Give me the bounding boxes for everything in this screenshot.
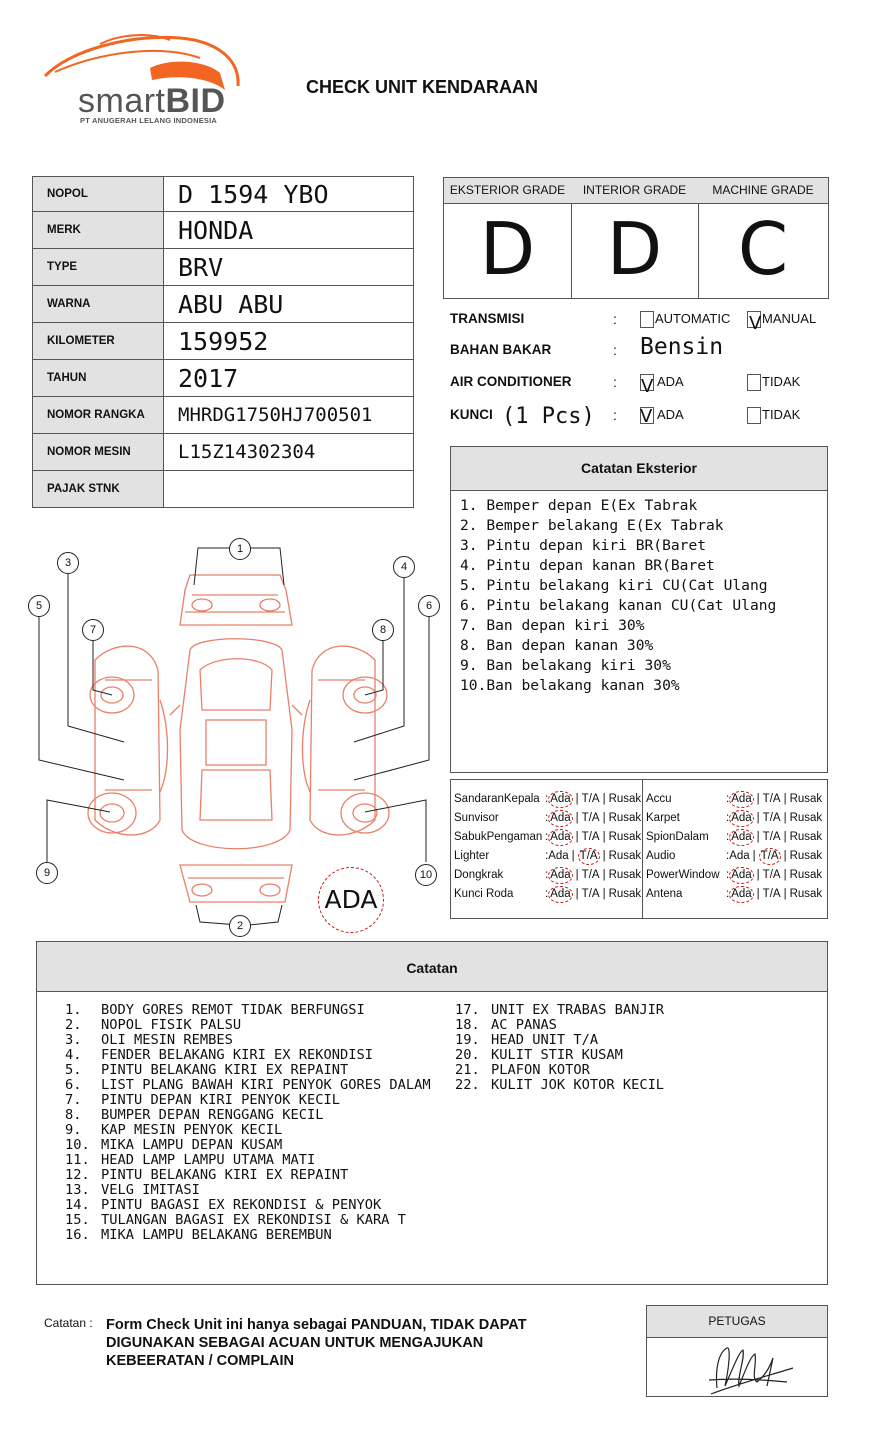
vehicle-field-label: NOMOR RANGKA (33, 397, 164, 434)
accessory-option[interactable]: Ada (729, 867, 753, 884)
bahan-bakar-label: BAHAN BAKAR (450, 342, 552, 357)
separator: | (756, 869, 760, 881)
colon: : (545, 888, 549, 900)
marker-3: 3 (57, 552, 79, 574)
accessory-name: Sunvisor (454, 812, 499, 824)
accessory-options (545, 790, 641, 809)
accessory-option[interactable]: Ada (548, 829, 572, 846)
accessory-name: Antena (646, 888, 683, 900)
separator: | (575, 869, 579, 881)
accessory-name: SandaranKepala (454, 793, 540, 805)
marker-1: 1 (229, 538, 251, 560)
vehicle-field-label: MERK (33, 212, 164, 249)
page-title: CHECK UNIT KENDARAAN (306, 77, 538, 97)
grade-header: EKSTERIOR GRADE (444, 178, 571, 204)
separator: | (756, 831, 760, 843)
exterior-note-item: 4. Pintu depan kanan BR(Baret (460, 557, 715, 574)
ac-tidak-label: TIDAK (762, 374, 801, 389)
accessory-option[interactable]: Ada (548, 850, 569, 862)
catatan-number: 10. (65, 1137, 90, 1153)
colon: : (545, 793, 549, 805)
marker-7: 7 (82, 619, 104, 641)
accessory-row (454, 809, 642, 828)
catatan-number: 11. (65, 1152, 90, 1168)
vehicle-row (33, 323, 414, 360)
marker-8: 8 (372, 619, 394, 641)
accessory-row (646, 866, 831, 885)
colon: : (726, 888, 730, 900)
catatan-text: FENDER BELAKANG KIRI EX REKONDISI (101, 1047, 373, 1063)
catatan-text: BODY GORES REMOT TIDAK BERFUNGSI (101, 1002, 365, 1018)
vehicle-field-label: NOPOL (33, 177, 164, 212)
vehicle-field-label: NOMOR MESIN (33, 434, 164, 471)
separator: | (575, 888, 579, 900)
catatan-text: PINTU BAGASI EX REKONDISI & PENYOK (101, 1197, 382, 1213)
catatan-number: 1. (65, 1002, 82, 1018)
accessory-row (454, 866, 642, 885)
exterior-note-item: 8. Ban depan kanan 30% (460, 637, 654, 654)
signature (647, 1338, 827, 1396)
grade-value: D (606, 207, 663, 291)
colon: : (545, 812, 549, 824)
colon: : (726, 793, 730, 805)
accessory-option[interactable]: Ada (729, 829, 753, 846)
exterior-notes-title: Catatan Eksterior (451, 447, 827, 491)
car-damage-diagram (20, 530, 450, 940)
accessory-option[interactable]: Ada (548, 867, 572, 884)
catatan-text: PINTU BELAKANG KIRI EX REPAINT (101, 1062, 349, 1078)
separator: | (783, 850, 787, 862)
catatan-number: 3. (65, 1032, 82, 1048)
separator: | (575, 793, 579, 805)
accessory-option[interactable]: Rusak (789, 793, 823, 805)
accessory-row (454, 885, 642, 904)
catatan-number: 12. (65, 1167, 90, 1183)
accessory-option[interactable]: T/A (581, 869, 600, 881)
vehicle-field-label: TYPE (33, 249, 164, 286)
column-divider (642, 780, 643, 918)
catatan-text: KULIT JOK KOTOR KECIL (491, 1077, 665, 1093)
colon: : (613, 374, 617, 390)
accessory-option[interactable]: Rusak (608, 812, 642, 824)
catatan-text: MIKA LAMPU DEPAN KUSAM (101, 1137, 283, 1153)
catatan-item (427, 1003, 807, 1018)
accessory-row (646, 790, 831, 809)
separator: | (756, 888, 760, 900)
catatan-text: VELG IMITASI (101, 1182, 200, 1198)
catatan-item (37, 1078, 447, 1093)
kunci-tidak-checkbox[interactable] (747, 407, 761, 424)
vehicle-row (33, 212, 414, 249)
vehicle-row (33, 471, 414, 508)
automatic-label: AUTOMATIC (655, 311, 731, 326)
ada-stamp: ADA (318, 867, 384, 933)
exterior-note-item: 6. Pintu belakang kanan CU(Cat Ulang (460, 597, 777, 614)
colon: : (726, 831, 730, 843)
ac-label: AIR CONDITIONER (450, 374, 572, 389)
kunci-ada-label: ADA (657, 407, 684, 422)
catatan-item (37, 1213, 447, 1228)
colon: : (545, 850, 549, 862)
accessory-option[interactable]: T/A (762, 793, 781, 805)
catatan-title: Catatan (37, 942, 827, 992)
accessory-name: SabukPengaman (454, 831, 543, 843)
catatan-item (37, 1153, 447, 1168)
catatan-number: 6. (65, 1077, 82, 1093)
exterior-note-item: 1. Bemper depan E(Ex Tabrak (460, 497, 698, 514)
kunci-count: (1 Pcs) (502, 404, 595, 429)
catatan-item (427, 1078, 807, 1093)
marker-4: 4 (393, 556, 415, 578)
vehicle-field-label: WARNA (33, 286, 164, 323)
colon: : (726, 850, 730, 862)
separator: | (783, 793, 787, 805)
vehicle-field-value: D 1594 YBO (164, 177, 414, 212)
vehicle-field-label: PAJAK STNK (33, 471, 164, 508)
accessory-options (545, 828, 641, 847)
bahan-bakar-value: Bensin (640, 334, 724, 360)
vehicle-field-value: L15Z14302304 (164, 434, 414, 471)
separator: | (602, 812, 606, 824)
manual-label: MANUAL (762, 311, 817, 326)
catatan-item (37, 1228, 447, 1243)
vehicle-field-value: HONDA (164, 212, 414, 249)
exterior-note-item: 3. Pintu depan kiri BR(Baret (460, 537, 707, 554)
accessory-row (646, 809, 831, 828)
catatan-text: HEAD UNIT T/A (491, 1032, 599, 1048)
accessory-option[interactable]: T/A (762, 888, 781, 900)
colon: : (726, 812, 730, 824)
kunci-label: KUNCI (450, 407, 493, 422)
catatan-number: 15. (65, 1212, 90, 1228)
separator: | (602, 831, 606, 843)
accessory-row (646, 828, 831, 847)
grade-header: INTERIOR GRADE (571, 178, 698, 204)
separator: | (602, 850, 606, 862)
catatan-item (37, 1138, 447, 1153)
catatan-text: AC PANAS (491, 1017, 557, 1033)
accessory-name: Kunci Roda (454, 888, 514, 900)
vehicle-row (33, 434, 414, 471)
accessories-panel (450, 779, 828, 919)
catatan-item (37, 1108, 447, 1123)
colon: : (545, 869, 549, 881)
vehicle-field-value: BRV (164, 249, 414, 286)
exterior-note-item: 5. Pintu belakang kiri CU(Cat Ulang (460, 577, 768, 594)
logo-wordmark: smartBID (78, 82, 226, 120)
accessory-row (454, 790, 642, 809)
marker-6: 6 (418, 595, 440, 617)
accessory-option[interactable]: Rusak (608, 850, 642, 862)
marker-2: 2 (229, 915, 251, 937)
catatan-number: 5. (65, 1062, 82, 1078)
petugas-title: PETUGAS (647, 1306, 827, 1338)
catatan-text: NOPOL FISIK PALSU (101, 1017, 242, 1033)
accessory-option[interactable]: Ada (548, 810, 572, 827)
colon: : (613, 407, 617, 423)
automatic-checkbox[interactable] (640, 311, 654, 328)
accessory-option[interactable]: T/A (581, 812, 600, 824)
catatan-number: 2. (65, 1017, 82, 1033)
catatan-item (37, 1093, 447, 1108)
accessory-option[interactable]: T/A (578, 848, 600, 865)
catatan-number: 17. (455, 1002, 480, 1018)
separator: | (783, 869, 787, 881)
vehicle-info-table (32, 176, 414, 508)
accessory-row (454, 828, 642, 847)
separator: | (602, 869, 606, 881)
accessory-option[interactable]: Rusak (608, 888, 642, 900)
separator: | (571, 850, 575, 862)
catatan-item (37, 1048, 447, 1063)
accessory-option[interactable]: T/A (762, 812, 781, 824)
marker-5: 5 (28, 595, 50, 617)
accessory-option[interactable]: Ada (729, 810, 753, 827)
catatan-list-left (37, 1003, 447, 1243)
exterior-note-item: 9. Ban belakang kiri 30% (460, 657, 671, 674)
accessory-option[interactable]: T/A (581, 793, 600, 805)
vehicle-row (33, 177, 414, 212)
catatan-number: 18. (455, 1017, 480, 1033)
grade-machine (698, 178, 828, 298)
footer-disclaimer: Form Check Unit ini hanya sebagai PANDUAN, TIDAK DAPAT DIGUNAKAN SEBAGAI ACUAN UNTUK MENGAJUKAN KEBEERATAN / COMPLAIN (106, 1317, 527, 1369)
separator: | (756, 812, 760, 824)
colon: : (613, 342, 617, 358)
accessory-option[interactable]: Rusak (789, 812, 823, 824)
grade-table (443, 177, 829, 299)
grade-value: C (737, 207, 789, 291)
colon: : (613, 311, 617, 327)
catatan-text: KULIT STIR KUSAM (491, 1047, 623, 1063)
separator: | (602, 793, 606, 805)
catatan-text: LIST PLANG BAWAH KIRI PENYOK GORES DALAM (101, 1077, 431, 1093)
catatan-item (37, 1003, 447, 1018)
catatan-number: 14. (65, 1197, 90, 1213)
catatan-item (37, 1123, 447, 1138)
accessory-name: SpionDalam (646, 831, 709, 843)
separator: | (783, 888, 787, 900)
catatan-text: MIKA LAMPU BELAKANG BEREMBUN (101, 1227, 332, 1243)
separator: | (575, 831, 579, 843)
accessory-name: Karpet (646, 812, 680, 824)
catatan-text: PINTU BELAKANG KIRI EX REPAINT (101, 1167, 349, 1183)
catatan-number: 19. (455, 1032, 480, 1048)
catatan-number: 21. (455, 1062, 480, 1078)
catatan-item (37, 1183, 447, 1198)
exterior-notes-panel (450, 446, 828, 773)
grade-value: D (479, 207, 536, 291)
separator: | (752, 850, 756, 862)
separator: | (756, 793, 760, 805)
catatan-item (37, 1018, 447, 1033)
vehicle-field-label: KILOMETER (33, 323, 164, 360)
accessory-options (726, 790, 822, 809)
accessory-option[interactable]: Rusak (789, 850, 823, 862)
vehicle-field-value: 159952 (164, 323, 414, 360)
logo-subtitle: PT ANUGERAH LELANG INDONESIA (80, 116, 217, 125)
vehicle-row (33, 249, 414, 286)
colon: : (726, 869, 730, 881)
vehicle-field-value: 2017 (164, 360, 414, 397)
ac-tidak-checkbox[interactable] (747, 374, 761, 391)
catatan-item (37, 1063, 447, 1078)
accessory-options (726, 866, 822, 885)
catatan-item (427, 1063, 807, 1078)
vehicle-row (33, 397, 414, 434)
vehicle-field-value (164, 471, 414, 508)
accessory-options (545, 866, 641, 885)
catatan-text: TULANGAN BAGASI EX REKONDISI & KARA T (101, 1212, 406, 1228)
catatan-item (37, 1168, 447, 1183)
marker-9: 9 (36, 862, 58, 884)
catatan-number: 13. (65, 1182, 90, 1198)
accessory-options (545, 809, 641, 828)
catatan-number: 9. (65, 1122, 82, 1138)
separator: | (783, 831, 787, 843)
footer-label: Catatan : (44, 1316, 93, 1330)
accessory-option[interactable]: Rusak (608, 793, 642, 805)
accessory-name: Dongkrak (454, 869, 504, 881)
accessory-name: Audio (646, 850, 676, 862)
kunci-tidak-label: TIDAK (762, 407, 801, 422)
accessory-option[interactable]: Ada (729, 791, 753, 808)
catatan-number: 4. (65, 1047, 82, 1063)
catatan-item (37, 1033, 447, 1048)
catatan-text: OLI MESIN REMBES (101, 1032, 233, 1048)
accessory-options (726, 847, 822, 866)
catatan-text: UNIT EX TRABAS BANJIR (491, 1002, 665, 1018)
vehicle-row (33, 286, 414, 323)
marker-10: 10 (415, 864, 437, 886)
vehicle-field-value: MHRDG1750HJ700501 (164, 397, 414, 434)
accessory-name: Lighter (454, 850, 490, 862)
catatan-list-right (427, 1003, 807, 1093)
vehicle-field-value: ABU ABU (164, 286, 414, 323)
exterior-note-item: 10.Ban belakang kanan 30% (460, 677, 680, 694)
accessory-options (545, 847, 641, 866)
accessory-options (545, 885, 641, 904)
catatan-panel (36, 941, 828, 1285)
catatan-number: 8. (65, 1107, 82, 1123)
accessory-option[interactable]: Rusak (608, 831, 642, 843)
vehicle-field-label: TAHUN (33, 360, 164, 397)
accessory-options (726, 828, 822, 847)
vehicle-row (33, 360, 414, 397)
catatan-item (427, 1018, 807, 1033)
accessory-option[interactable]: T/A (581, 888, 600, 900)
accessory-option[interactable]: Rusak (789, 869, 823, 881)
check-mark: V (749, 313, 762, 334)
accessory-option[interactable]: T/A (762, 831, 781, 843)
accessory-option[interactable]: Ada (548, 791, 572, 808)
catatan-number: 16. (65, 1227, 90, 1243)
catatan-text: KAP MESIN PENYOK KECIL (101, 1122, 283, 1138)
separator: | (783, 812, 787, 824)
catatan-number: 20. (455, 1047, 480, 1063)
catatan-text: PLAFON KOTOR (491, 1062, 590, 1078)
exterior-notes-list (460, 496, 827, 696)
catatan-text: BUMPER DEPAN RENGGANG KECIL (101, 1107, 324, 1123)
accessory-option[interactable]: Rusak (608, 869, 642, 881)
accessory-option[interactable]: Ada (548, 886, 572, 903)
grade-exterior (444, 178, 572, 298)
accessory-options (726, 885, 822, 904)
check-mark: V (640, 406, 653, 427)
ac-ada-label: ADA (657, 374, 684, 389)
accessory-option[interactable]: T/A (759, 848, 781, 865)
exterior-note-item: 2. Bemper belakang E(Ex Tabrak (460, 517, 724, 534)
accessory-name: Accu (646, 793, 672, 805)
catatan-number: 22. (455, 1077, 480, 1093)
accessory-name: PowerWindow (646, 869, 720, 881)
petugas-box (646, 1305, 828, 1397)
accessory-row (646, 885, 831, 904)
catatan-item (37, 1198, 447, 1213)
accessory-option[interactable]: Rusak (789, 831, 823, 843)
catatan-number: 7. (65, 1092, 82, 1108)
exterior-note-item: 7. Ban depan kiri 30% (460, 617, 645, 634)
separator: | (575, 812, 579, 824)
catatan-text: HEAD LAMP LAMPU UTAMA MATI (101, 1152, 316, 1168)
accessory-options (726, 809, 822, 828)
accessory-option[interactable]: Rusak (789, 888, 823, 900)
accessory-option[interactable]: T/A (581, 831, 600, 843)
grade-header: MACHINE GRADE (698, 178, 828, 204)
separator: | (602, 888, 606, 900)
accessory-row (454, 847, 642, 866)
check-mark: V (641, 376, 654, 397)
catatan-text: PINTU DEPAN KIRI PENYOK KECIL (101, 1092, 340, 1108)
catatan-item (427, 1033, 807, 1048)
accessory-row (646, 847, 831, 866)
accessory-option[interactable]: Ada (729, 886, 753, 903)
accessory-option[interactable]: T/A (762, 869, 781, 881)
colon: : (545, 831, 549, 843)
grade-interior (571, 178, 699, 298)
catatan-item (427, 1048, 807, 1063)
transmisi-label: TRANSMISI (450, 311, 525, 326)
accessory-option[interactable]: Ada (729, 850, 750, 862)
